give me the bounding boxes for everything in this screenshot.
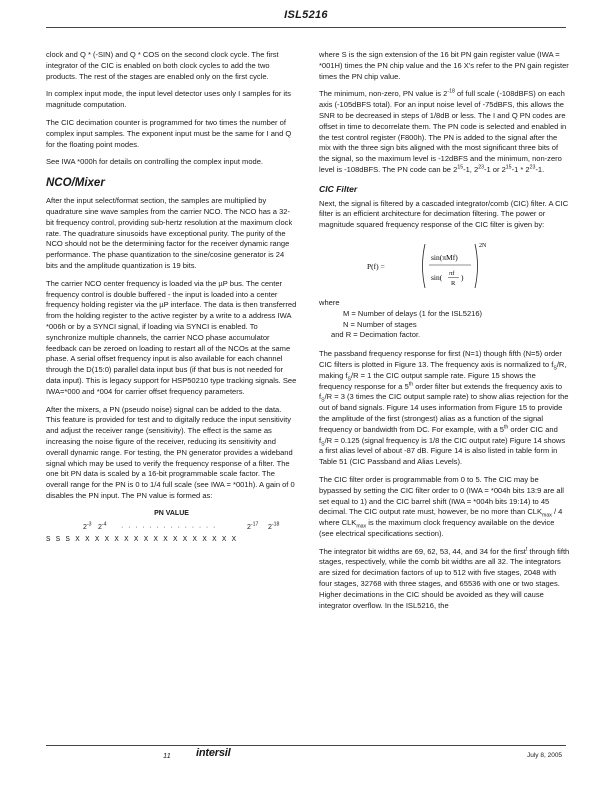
- left-column: [46, 50, 297, 546]
- pn-weight-second: $2^{-4}$: [98, 522, 107, 532]
- pn-value-figure: [46, 509, 297, 547]
- formula-numerator: sin(πMf): [431, 252, 458, 262]
- paragraph-iwa-000h: See IWA *000h for details on controlling the complex input mode.: [46, 157, 264, 167]
- definition-n: N = Number of stages: [343, 319, 417, 329]
- paragraph-decimation-counter: The CIC decimation counter is programmed for two times the number of complex input samples. The exponent input must be the same for I and Q for the floating point modes.: [46, 117, 292, 149]
- pn-weight-lsb: $2^{-18}$: [268, 522, 280, 532]
- cic-response-formula: [319, 238, 570, 294]
- paragraph-nco-intro: After the input select/format section, the samples are multiplied by quadrature sine wave samples from the carrier NCO. The NCO has a 32-bit frequency control, providing sub-hertz resolution at the maximum clock rate. The quadrature sinusoids have exceptional purity. The purity of the NCO should not be the determining factor for the receiver dynamic range performance. The phase quantization to the sine/cosine generator is 24 bits and the amplitude quantization is 19 bits.: [46, 196, 293, 270]
- formula-denominator-r: R: [451, 279, 456, 287]
- formula-denominator-sin: sin(: [431, 272, 443, 282]
- definition-r: and R = Decimation factor.: [331, 330, 421, 340]
- paragraph-sign-extension: where S is the sign extension of the 16 bit PN gain register value (IWA = *001H) times the PN chip value and the 16 X's refer to the PN gain register times the PN chip value.: [319, 50, 569, 81]
- pn-weight-msb: $2^{-3}$: [83, 522, 92, 532]
- footer-rule: [46, 745, 566, 746]
- cic-formula-graphic: [367, 238, 537, 294]
- formula-lhs: P(f) =: [367, 261, 385, 271]
- formula-variable-definitions: [319, 298, 570, 341]
- formula-right-paren: [475, 244, 478, 288]
- formula-left-paren: [423, 244, 426, 288]
- paragraph-level-detector: In complex input mode, the input level detector uses only I samples for its magnitude computation.: [46, 89, 291, 110]
- paragraph-complex-cycle: clock and Q * (-SIN) and Q * COS on the second clock cycle. The first integrator of the CIC is enabled on both clock cycles to add the two products. The rest of the stages are enabled only on the first cycle.: [46, 50, 279, 81]
- section-heading-nco-mixer: NCO/Mixer: [46, 177, 105, 190]
- paragraph-cic-intro: Next, the signal is filtered by a cascaded integrator/comb (CIC) filter. A CIC filter is an efficient architecture for decimation filtering. The power or magnitude squared frequency response of the CIC filter is given by:: [319, 198, 569, 230]
- formula-denominator-close: ): [461, 272, 464, 282]
- paragraph-integrator-widths: The integrator bit widths are 69, 62, 53, 44, and 34 for the first$^t$ through fifth stages, respectively, while the comb bit widths are all 32. The integrators are sized for decimation factors of up to 512 with five stages, 2048 with four stages, 32768 with three stages, and 65536 with one or two stages. Higher decimations in the CIC should be avoided as they will cause integrator overflow. In the ISL5216, the: [319, 546, 570, 610]
- paragraph-passband-response: The passband frequency response for first (N=1) though fifth (N=5) order CIC filters is plotted in Figure 13. The frequency axis is normalized to $f_S/R$, making $f_S/R = 1$ the CIC output sample rate. Figure 15 shows the frequency response for a 5th order filter but extends the frequency axis to $f_S/R = 3$ (3 times the CIC output sample rate) to show alias rejection for the out of band signals. Figure 14 uses information from Figure 15 to provide the amplitude of the first (strongest) alias as a function of the signal frequency or bandwidth from DC. For example, with a 5th order CIC and $f_S/R = 0.125$ (signal frequency is 1/8 the CIC output rate) Figure 14 shows a first alias level of about -87 dB. Figure 14 is also listed in table form in Table 51 (CIC Passband and Alias Levels).: [319, 349, 569, 467]
- paragraph-nco-center-frequency: The carrier NCO center frequency is loaded via the µP bus. The center frequency control is double buffered - the input is loaded into a center frequency holding register via the µP interface. The data is then transferred from the holding register to the active register by a write to a address IWA *006h or by a SYNCI signal, if loading via SYNCI is enabled. To synchronize multiple channels, the carrier NCO phase accumulator feedback can be zeroed on loading to restart all of the NCOs at the same phase. A serial offset frequency input is also available for each channel through the D(15:0) parallel data input bus (if that bus is not needed for data input). This is legacy support for HSP50210 type tracking signals. See IWA=*000 and *004 for carrier offset frequency parameters.: [46, 278, 297, 396]
- right-column: [319, 50, 570, 618]
- header-rule: [46, 27, 566, 28]
- pn-weight-dots: · · · · · · · · · · · · · ·: [121, 524, 217, 532]
- pn-bit-pattern: S S S X X X X X X X X X X X X X X X X X: [46, 536, 237, 545]
- definition-m: M = Number of delays (1 for the ISL5216): [343, 308, 483, 318]
- page-header-title: ISL5216: [284, 9, 328, 21]
- formula-exponent: 2N: [479, 242, 487, 249]
- pn-weight-second-lsb: $2^{-17}$: [247, 522, 259, 532]
- section-heading-cic-filter: CIC Filter: [319, 183, 358, 194]
- pn-bit-weights: [46, 523, 297, 534]
- paragraph-cic-order: The CIC filter order is programmable from 0 to 5. The CIC may be bypassed by setting the CIC filter order to 0 (IWA = *004h bits 13:9 are all set equal to 1) and the CIC barrel shift (IWA = *004h bits 19:14) to 45 decimal. The CIC output rate must, however, be no more than $CLK_{max} / 4$ where $CLK_{max}$ is the maximum clock frequency available on the device (see electrical specifications section).: [319, 474, 564, 538]
- paragraph-pn-minimum: The minimum, non-zero, PN value is $2^{-18}$ of full scale (-108dBFS) on each axis (-105dBFS total). For an input noise level of -75dBFS, this allows the SNR to be decreased in steps of 1/8dB or less. The I and Q PN codes are offset in time to decorrelate them. The PN code is selected and enabled in the test control register (F800h). The PN is added to the signal after the mix with the three sign bits aligned with the most significant three bits of the signal, so the maximum level is -12dBFS and the minimum, non-zero level is -108dBFS. The PN code can be $2^{15}-1$, $2^{23}-1$ or $2^{15}-1 * 2^{23}-1$.: [319, 88, 567, 174]
- page-number: 11: [163, 751, 171, 760]
- where-label: where: [319, 297, 340, 307]
- formula-denominator-pif: πf: [449, 269, 455, 277]
- footer-date: July 8, 2005: [527, 752, 563, 759]
- intersil-logo: intersil: [196, 747, 231, 759]
- paragraph-pn-signal: After the mixers, a PN (pseudo noise) signal can be added to the data. This feature is provided for test and to digitally reduce the input sensitivity and adjust the receiver range (sensitivity). The effect is the same as increasing the noise figure of the receiver, reducing its sensitivity and overall dynamic range. For testing, the PN generator provides a wideband signal which may be used to verify the frequency response of a filter. The one bit PN data is scaled by a 16-bit programmable scale factor. The overall range for the PN is 0 to 1/4 full scale (see IWA = *001h). A gain of 0 disables the PN input. The PN value is formed as:: [46, 404, 295, 500]
- pn-value-label: PN VALUE: [154, 509, 189, 517]
